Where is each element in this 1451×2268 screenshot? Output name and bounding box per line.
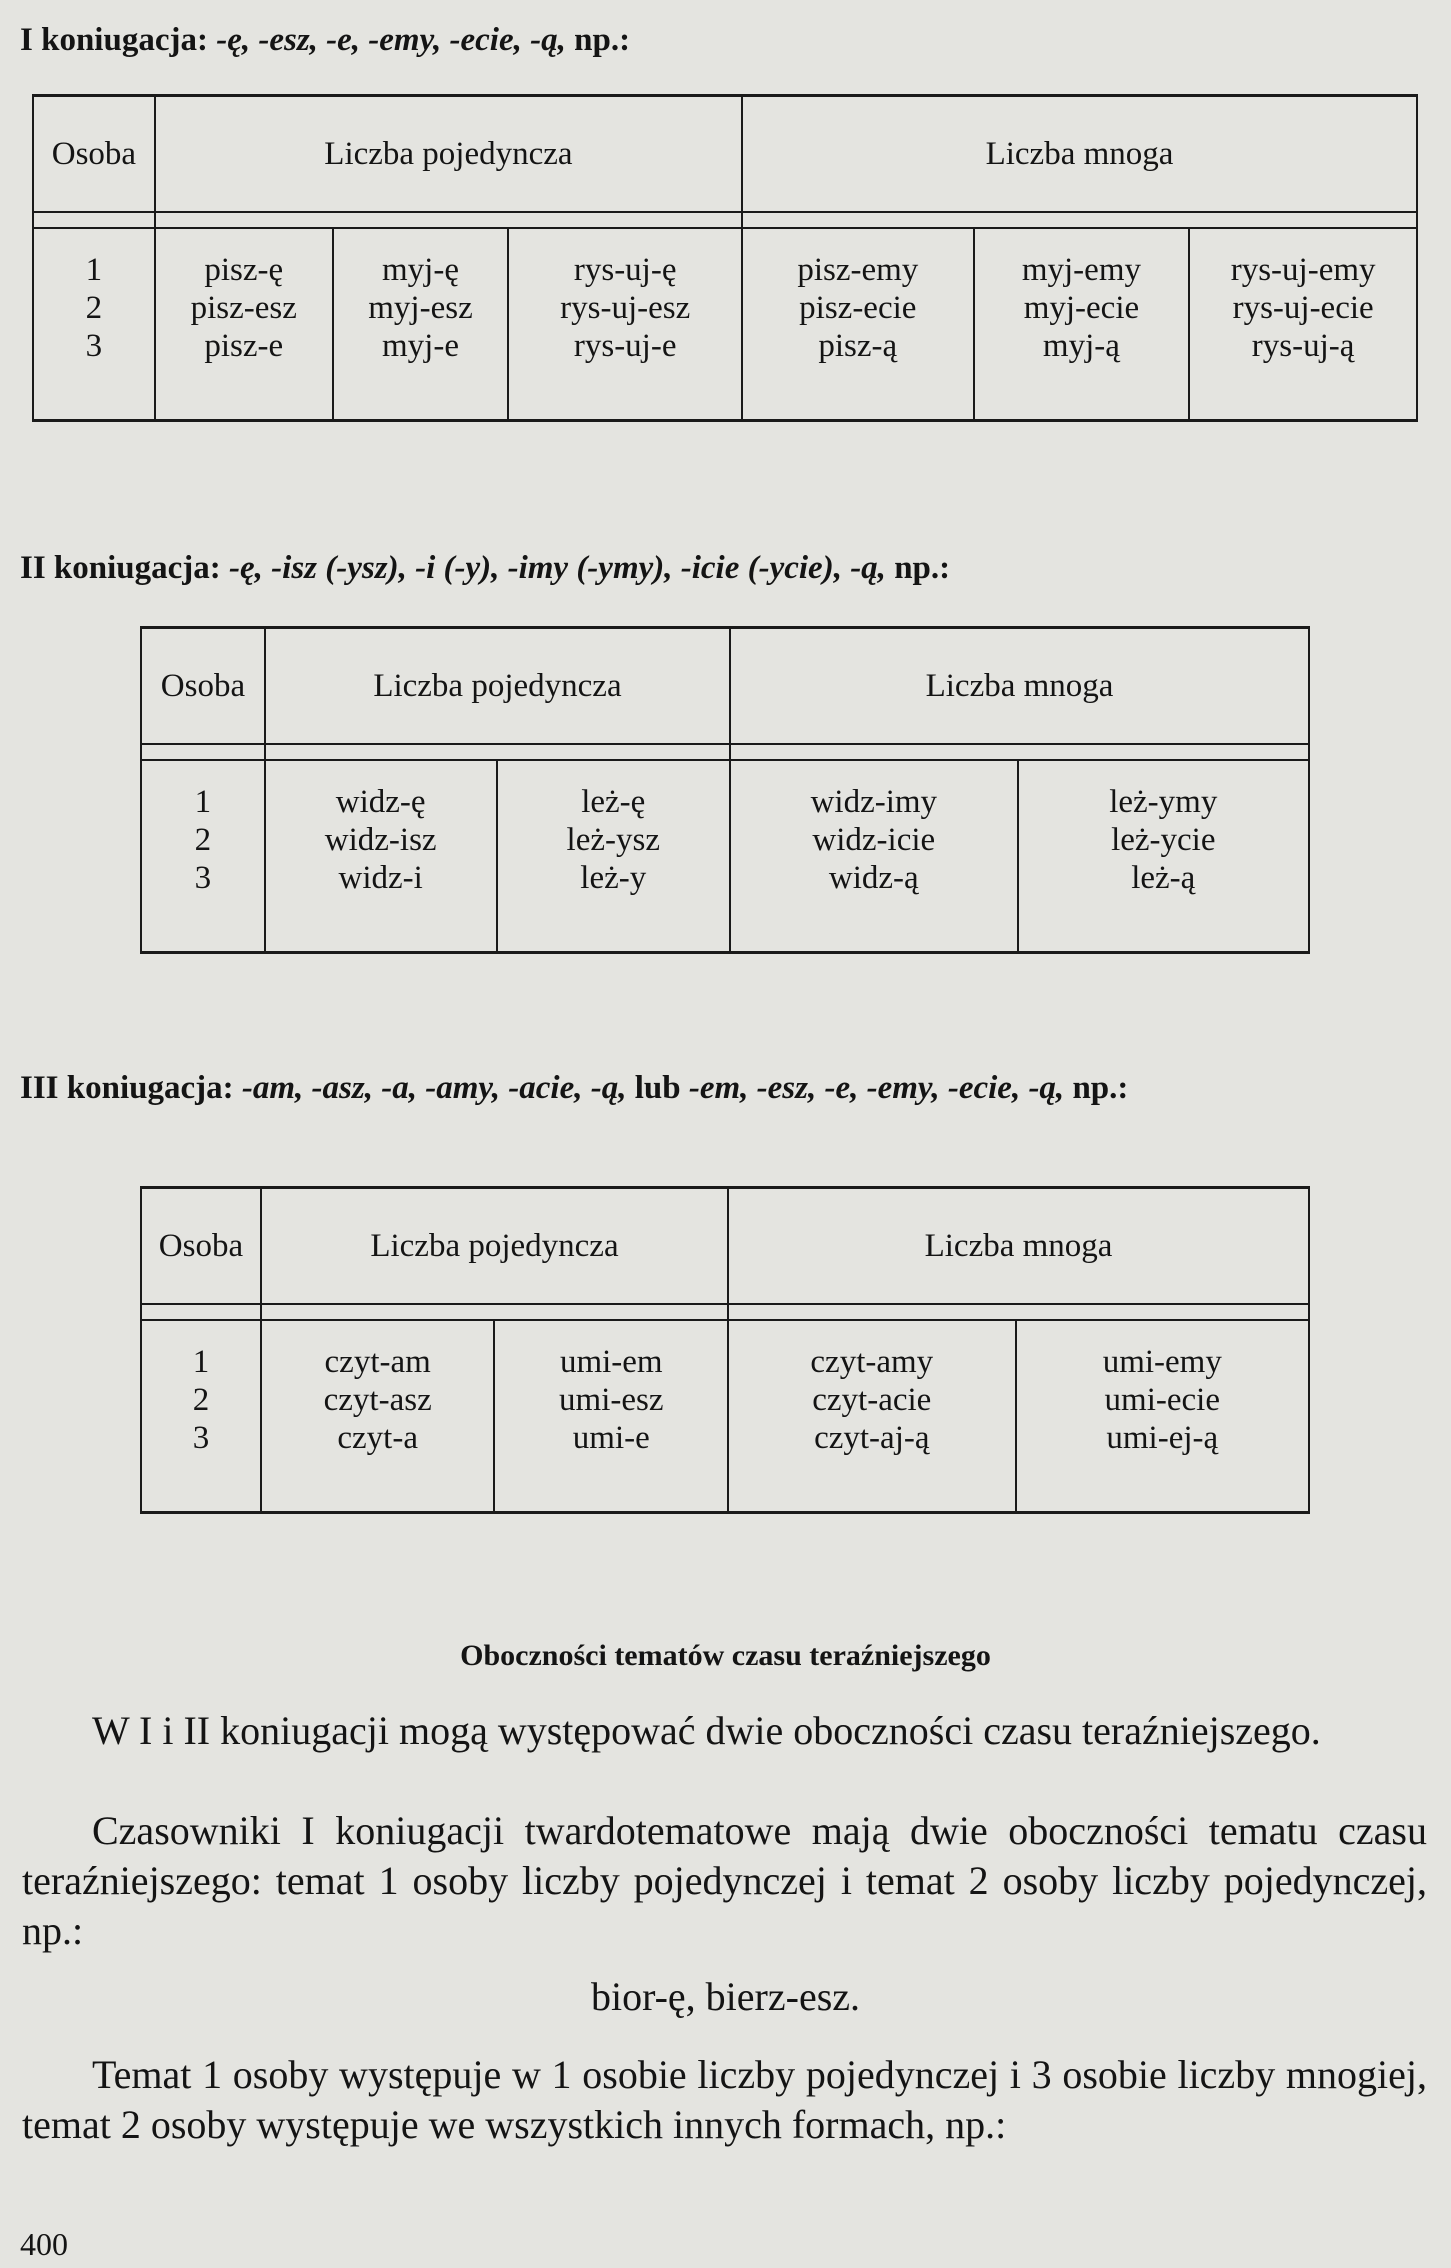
- heading-conjugation-1: [20, 18, 1425, 62]
- singular-column: [155, 228, 333, 421]
- verb-form: umi-ej-ą: [1106, 1420, 1219, 1456]
- person-column: [141, 1320, 261, 1513]
- verb-form: myj-emy: [1021, 252, 1141, 288]
- plural-column: [974, 228, 1190, 421]
- verb-form: leż-ymy: [1109, 784, 1218, 820]
- verb-form: czyt-am: [324, 1344, 431, 1380]
- heading-endings-alt: -em, -esz, -e, -emy, -ecie, -ą,: [688, 1070, 1065, 1106]
- verb-form: pisz-ą: [818, 328, 898, 364]
- header-person: Osoba: [33, 96, 155, 213]
- verb-form: rys-uj-ecie: [1232, 290, 1374, 326]
- heading-endings: -ę, -esz, -e, -emy, -ecie, -ą,: [216, 22, 566, 58]
- verb-form: czyt-asz: [323, 1382, 432, 1418]
- verb-form: pisz-ecie: [799, 290, 917, 326]
- verb-form: widz-ę: [335, 784, 426, 820]
- verb-form: umi-esz: [559, 1382, 664, 1418]
- verb-form: widz-imy: [810, 784, 938, 820]
- page-number: 400: [20, 2226, 68, 2262]
- verb-form: umi-ecie: [1104, 1382, 1220, 1418]
- verb-form: widz-i: [338, 860, 423, 896]
- paragraph-1: [22, 1706, 1427, 1756]
- heading-endings: -am, -asz, -a, -amy, -acie, -ą,: [241, 1070, 627, 1106]
- verb-form: myj-e: [382, 328, 459, 364]
- conjugation-table-1: [32, 94, 1418, 422]
- verb-form: widz-isz: [324, 822, 437, 858]
- verb-form: leż-ysz: [566, 822, 660, 858]
- heading-conjugation-3: [20, 1066, 1425, 1110]
- plural-column: [730, 760, 1017, 953]
- person-number: 2: [192, 1382, 210, 1418]
- verb-form: myj-ę: [382, 252, 459, 288]
- verb-form: myj-esz: [368, 290, 473, 326]
- singular-column: [508, 228, 742, 421]
- verb-form: umi-em: [559, 1344, 663, 1380]
- verb-form: leż-ycie: [1111, 822, 1216, 858]
- plural-column: [1016, 1320, 1309, 1513]
- heading-tail: np.:: [565, 22, 631, 58]
- person-number: 3: [194, 860, 212, 896]
- singular-column: [497, 760, 731, 953]
- heading-tail: np.:: [885, 550, 951, 586]
- person-number: 1: [194, 784, 212, 820]
- conjugation-table-3: [140, 1186, 1310, 1514]
- plural-column: [1189, 228, 1417, 421]
- verb-form: widz-ą: [828, 860, 919, 896]
- person-number: 2: [194, 822, 212, 858]
- heading-label: I koniugacja:: [20, 22, 217, 58]
- verb-form: czyt-aj-ą: [814, 1420, 930, 1456]
- singular-column: [261, 1320, 495, 1513]
- header-singular: Liczba pojedyncza: [261, 1188, 728, 1305]
- verb-form: rys-uj-ą: [1251, 328, 1355, 364]
- paragraph-text: Czasowniki I koniugacji twardotematowe mają dwie oboczności tematu czasu teraźniejszego: temat 1 osoby liczby pojedynczej i temat 2 osoby liczby pojedynczej, np.:: [22, 1808, 1427, 1953]
- verb-form: umi-emy: [1102, 1344, 1222, 1380]
- heading-label: III koniugacja:: [20, 1070, 242, 1106]
- plural-column: [742, 228, 974, 421]
- verb-form: pisz-emy: [797, 252, 919, 288]
- header-plural: Liczba mnoga: [730, 628, 1309, 745]
- header-person: Osoba: [141, 1188, 261, 1305]
- paragraph-text: W I i II koniugacji mogą występować dwie oboczności czasu teraźniejszego.: [92, 1708, 1321, 1753]
- person-number: 3: [85, 328, 103, 364]
- heading-endings: -ę, -isz (-ysz), -i (-y), -imy (-ymy), -icie (-ycie), -ą,: [229, 550, 886, 586]
- section-title: Oboczności tematów czasu teraźniejszego: [460, 1639, 991, 1672]
- conjugation-table-2: [140, 626, 1310, 954]
- verb-form: leż-y: [580, 860, 647, 896]
- header-person: Osoba: [141, 628, 265, 745]
- verb-form: czyt-a: [337, 1420, 418, 1456]
- person-number: 3: [192, 1420, 210, 1456]
- heading-tail: np.:: [1064, 1070, 1129, 1106]
- paragraph-3: [22, 2050, 1427, 2150]
- plural-column: [1018, 760, 1309, 953]
- verb-form: pisz-esz: [190, 290, 297, 326]
- paragraph-2: [22, 1806, 1427, 1956]
- verb-form: czyt-acie: [812, 1382, 932, 1418]
- header-plural: Liczba mnoga: [742, 96, 1417, 213]
- plural-column: [728, 1320, 1015, 1513]
- singular-column: [494, 1320, 728, 1513]
- singular-column: [333, 228, 509, 421]
- verb-form: myj-ecie: [1023, 290, 1140, 326]
- verb-form: rys-uj-esz: [560, 290, 691, 326]
- verb-form: rys-uj-e: [573, 328, 677, 364]
- verb-form: rys-uj-emy: [1230, 252, 1376, 288]
- example-forms: bior-ę, bierz-esz.: [590, 1974, 861, 2019]
- verb-form: pisz-ę: [204, 252, 284, 288]
- paragraph-text: Temat 1 osoby występuje w 1 osobie liczby pojedynczej i 3 osobie liczby mnogiej, temat 2 osoby występuje we wszystkich innych formach, np.:: [22, 2052, 1427, 2147]
- verb-form: pisz-e: [204, 328, 284, 364]
- verb-form: rys-uj-ę: [573, 252, 677, 288]
- person-column: [141, 760, 265, 953]
- heading-conjugation-2: [20, 546, 1425, 590]
- person-number: 1: [192, 1344, 210, 1380]
- singular-column: [265, 760, 497, 953]
- heading-connector: lub: [626, 1070, 689, 1106]
- verb-form: widz-icie: [812, 822, 936, 858]
- header-singular: Liczba pojedyncza: [155, 96, 742, 213]
- verb-form: leż-ę: [581, 784, 646, 820]
- person-column: [33, 228, 155, 421]
- verb-form: myj-ą: [1042, 328, 1120, 364]
- header-singular: Liczba pojedyncza: [265, 628, 730, 745]
- header-plural: Liczba mnoga: [728, 1188, 1309, 1305]
- heading-label: II koniugacja:: [20, 550, 230, 586]
- verb-form: leż-ą: [1131, 860, 1196, 896]
- verb-form: umi-e: [572, 1420, 650, 1456]
- verb-form: czyt-amy: [810, 1344, 934, 1380]
- person-number: 2: [85, 290, 103, 326]
- person-number: 1: [85, 252, 103, 288]
